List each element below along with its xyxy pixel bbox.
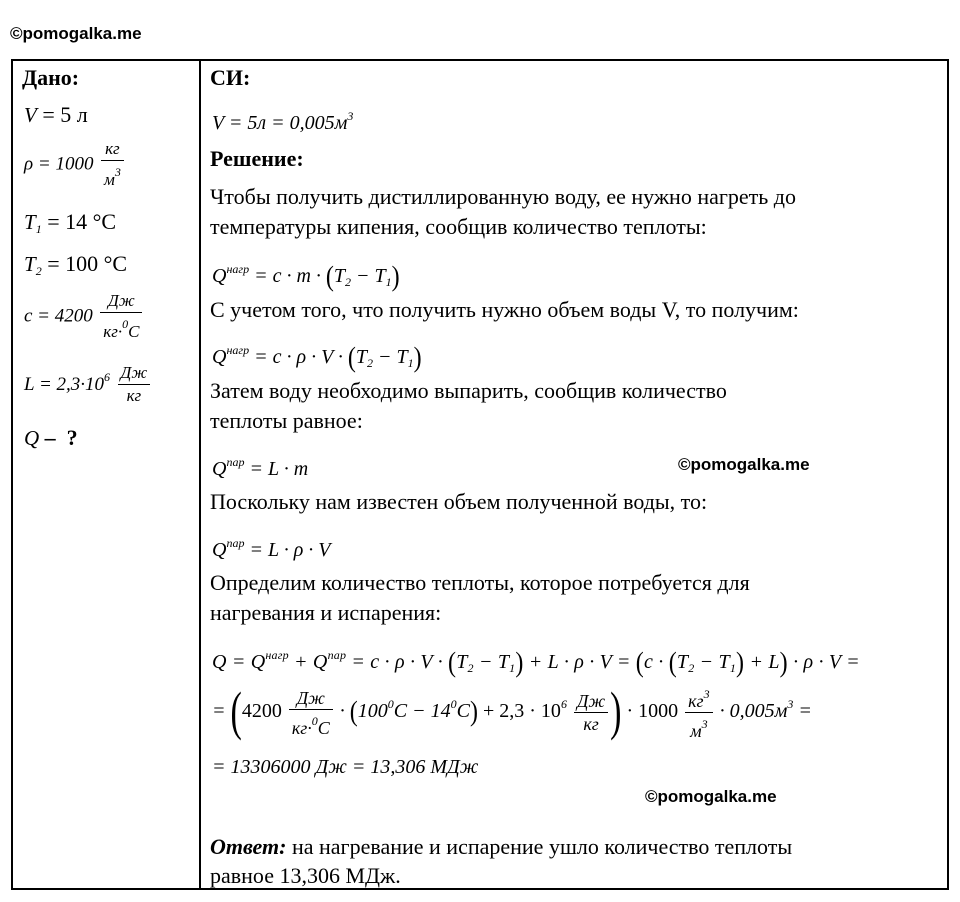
- given-title: Дано:: [22, 65, 80, 90]
- formula-heating-mass: $Q^{нагр} = c \cdot m \cdot (T_2 - T_1)$: [212, 261, 400, 293]
- solution-paragraph-4: Поскольку нам известен объем полученной воды, то:: [210, 489, 708, 514]
- given-latent-heat: $L = 2,3\cdot 10^6$ $\frac{Дж}{кг}$: [24, 362, 152, 407]
- answer-line-2: равное 13,306 МДж.: [210, 863, 401, 888]
- solution-paragraph-1b: температуры кипения, сообщив количество теплоты:: [210, 214, 707, 239]
- watermark-bottom: ©pomogalka.me: [645, 787, 777, 806]
- watermark-middle: ©pomogalka.me: [678, 455, 810, 474]
- given-unknown: Q – ?: [24, 425, 78, 450]
- solution-paragraph-2: С учетом того, что получить нужно объем воды V, то получим:: [210, 297, 799, 322]
- given-volume: V = 5 л: [24, 102, 88, 127]
- formula-result: = 13306000 Дж = 13,306 МДж: [212, 756, 479, 778]
- solution-paragraph-3: Затем воду необходимо выпарить, сообщив количество: [210, 378, 727, 403]
- solution-title: Решение:: [210, 146, 304, 171]
- answer-line-1: Ответ: на нагревание и испарение ушло количество теплоты: [210, 834, 793, 859]
- given-t1: $T_1 = 14$ °C: [24, 209, 117, 236]
- formula-vaporization-mass: $Q^{пар} = L \cdot m$: [212, 455, 309, 480]
- formula-heating-volume: $Q^{нагр} = c \cdot \rho \cdot V \cdot (T_2 - T_1)$: [212, 342, 422, 374]
- solution-paragraph-3b: теплоты равное:: [210, 408, 363, 433]
- solution-paragraph-5b: нагревания и испарения:: [210, 600, 442, 625]
- formula-total-general: $Q = Q^{нагр} + Q^{пар} = c \cdot \rho \cdot V \cdot (T_2 - T_1) + L \cdot \rho \cdot V = (c \cdot (T_2 - T_1) + L) \cdot \rho \cdot V$ =: [212, 647, 860, 679]
- watermark-top: ©pomogalka.me: [10, 24, 142, 43]
- solution-paragraph-1: Чтобы получить дистиллированную воду, ее нужно нагреть до: [210, 184, 796, 209]
- given-t2: $T_2 = 100$ °C: [24, 251, 128, 278]
- given-density: ρ = 1000 $\frac{кг}{м^3}$: [24, 138, 126, 191]
- solution-paragraph-5: Определим количество теплоты, которое потребуется для: [210, 570, 750, 595]
- formula-vaporization-volume: $Q^{пар} = L \cdot \rho \cdot V$: [212, 536, 331, 561]
- given-heat-capacity: c = 4200 $\frac{Дж}{кг\cdot^0C}$: [24, 290, 144, 343]
- formula-total-numeric: = (4200 $\frac{Дж}{кг\cdot^0C}$ · $(100^0C - 14^0C) + 2,3 \cdot 10^6$ $\frac{Дж}{кг}$ ) · 1000 $\frac{кг^3}{м^3}$ · $0,005м^3$ =: [212, 682, 812, 742]
- answer-label: Ответ:: [210, 834, 287, 859]
- si-conversion: $V = 5л = 0,005м^3$: [212, 109, 354, 134]
- column-divider: [199, 61, 201, 888]
- si-title: СИ:: [210, 65, 251, 90]
